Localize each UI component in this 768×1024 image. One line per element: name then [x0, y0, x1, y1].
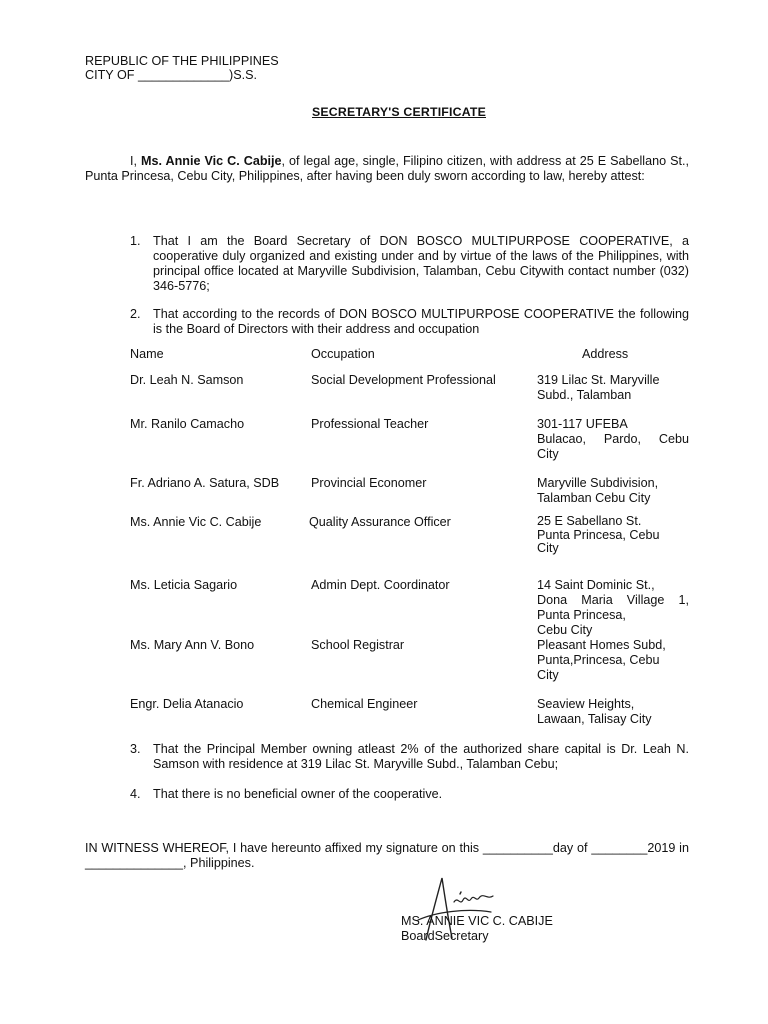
director-occupation: Professional Teacher	[311, 417, 429, 431]
director-occupation: Provincial Economer	[311, 476, 427, 490]
address-line: Dona Maria Village 1,	[537, 593, 689, 607]
address-line: Punta Princesa,	[537, 608, 626, 622]
director-name: Ms. Mary Ann V. Bono	[130, 638, 255, 652]
director-address	[537, 697, 689, 727]
item-number: 1.	[130, 234, 141, 248]
signatory-position: BoardSecretary	[401, 929, 489, 943]
item-number: 3.	[130, 742, 141, 756]
director-name: Dr. Leah N. Samson	[130, 373, 244, 387]
intro-paragraph	[85, 154, 689, 184]
republic-header: REPUBLIC OF THE PHILIPPINES	[85, 54, 279, 68]
address-line: City	[537, 541, 559, 555]
item-text: That there is no beneficial owner of the cooperative.	[153, 787, 443, 801]
address-line: 25 E Sabellano St.	[537, 514, 642, 528]
director-occupation: Chemical Engineer	[311, 697, 418, 711]
address-line: City	[537, 447, 559, 461]
director-occupation: Admin Dept. Coordinator	[311, 578, 450, 592]
director-name: Ms. Annie Vic C. Cabije	[130, 515, 262, 529]
address-line: Bulacao, Pardo, Cebu	[537, 432, 689, 446]
intro-lead: I,	[130, 154, 141, 168]
director-address	[537, 578, 689, 638]
address-line: Punta Princesa, Cebu	[537, 527, 660, 542]
certificate-title: SECRETARY'S CERTIFICATE	[312, 105, 486, 119]
address-line: 319 Lilac St. Maryville	[537, 373, 660, 387]
city-line: CITY OF _____________)S.S.	[85, 68, 257, 82]
director-name: Engr. Delia Atanacio	[130, 697, 244, 711]
director-occupation: Social Development Professional	[311, 373, 496, 387]
director-address	[537, 417, 689, 462]
director-name: Fr. Adriano A. Satura, SDB	[130, 476, 280, 490]
item-text: That the Principal Member owning atleast 2% of the authorized share capital is Dr. Leah N. Samson with residence at 319 Lilac St. Maryville Subd., Talamban Cebu;	[153, 742, 689, 771]
column-header-address: Address	[582, 347, 629, 361]
item-number: 4.	[130, 787, 141, 801]
director-address	[537, 373, 689, 403]
affiant-name: Ms. Annie Vic C. Cabije	[141, 154, 282, 168]
address-line: City	[537, 668, 559, 682]
signatory-name: MS. ANNIE VIC C. CABIJE	[401, 914, 553, 928]
item-number: 2.	[130, 307, 141, 321]
address-line: Lawaan, Talisay City	[537, 712, 652, 726]
address-line: Seaview Heights,	[537, 697, 635, 711]
director-name: Ms. Leticia Sagario	[130, 578, 238, 592]
address-line: 301-117 UFEBA	[537, 417, 628, 431]
address-line: Talamban Cebu City	[537, 491, 651, 505]
director-address	[537, 476, 689, 506]
director-name: Mr. Ranilo Camacho	[130, 417, 245, 431]
column-header-name: Name	[130, 347, 164, 361]
address-line: 14 Saint Dominic St.,	[537, 578, 655, 592]
director-occupation: School Registrar	[311, 638, 405, 652]
address-line: Subd., Talamban	[537, 388, 632, 402]
address-line: Cebu City	[537, 623, 593, 637]
item-text: That according to the records of DON BOSCO MULTIPURPOSE COOPERATIVE the following is the Board of Directors with their address and occupation	[153, 307, 689, 336]
director-address	[537, 515, 689, 556]
address-line: Punta,Princesa, Cebu	[537, 653, 660, 667]
item-text: That I am the Board Secretary of DON BOSCO MULTIPURPOSE COOPERATIVE, a cooperative duly organized and existing under and by virtue of the laws of the Philippines, with principal office located at Maryville Subdivision, Talamban, Cebu Citywith contact number (032) 346-5776;	[153, 234, 689, 293]
address-line: Pleasant Homes Subd,	[537, 638, 666, 652]
intro-rest: , of legal age, single, Filipino citizen, with address at 25 E Sabellano St., Punta Princesa, Cebu City, Philippines, after having been duly sworn according to law, hereby attest:	[85, 154, 690, 183]
witness-paragraph: IN WITNESS WHEREOF, I have hereunto affixed my signature on this __________day of ________2019 in ______________, Philippines.	[85, 841, 689, 870]
address-line: Maryville Subdivision,	[537, 476, 659, 490]
column-header-occupation: Occupation	[311, 347, 375, 361]
director-address	[537, 638, 689, 683]
director-occupation: Quality Assurance Officer	[309, 515, 451, 529]
